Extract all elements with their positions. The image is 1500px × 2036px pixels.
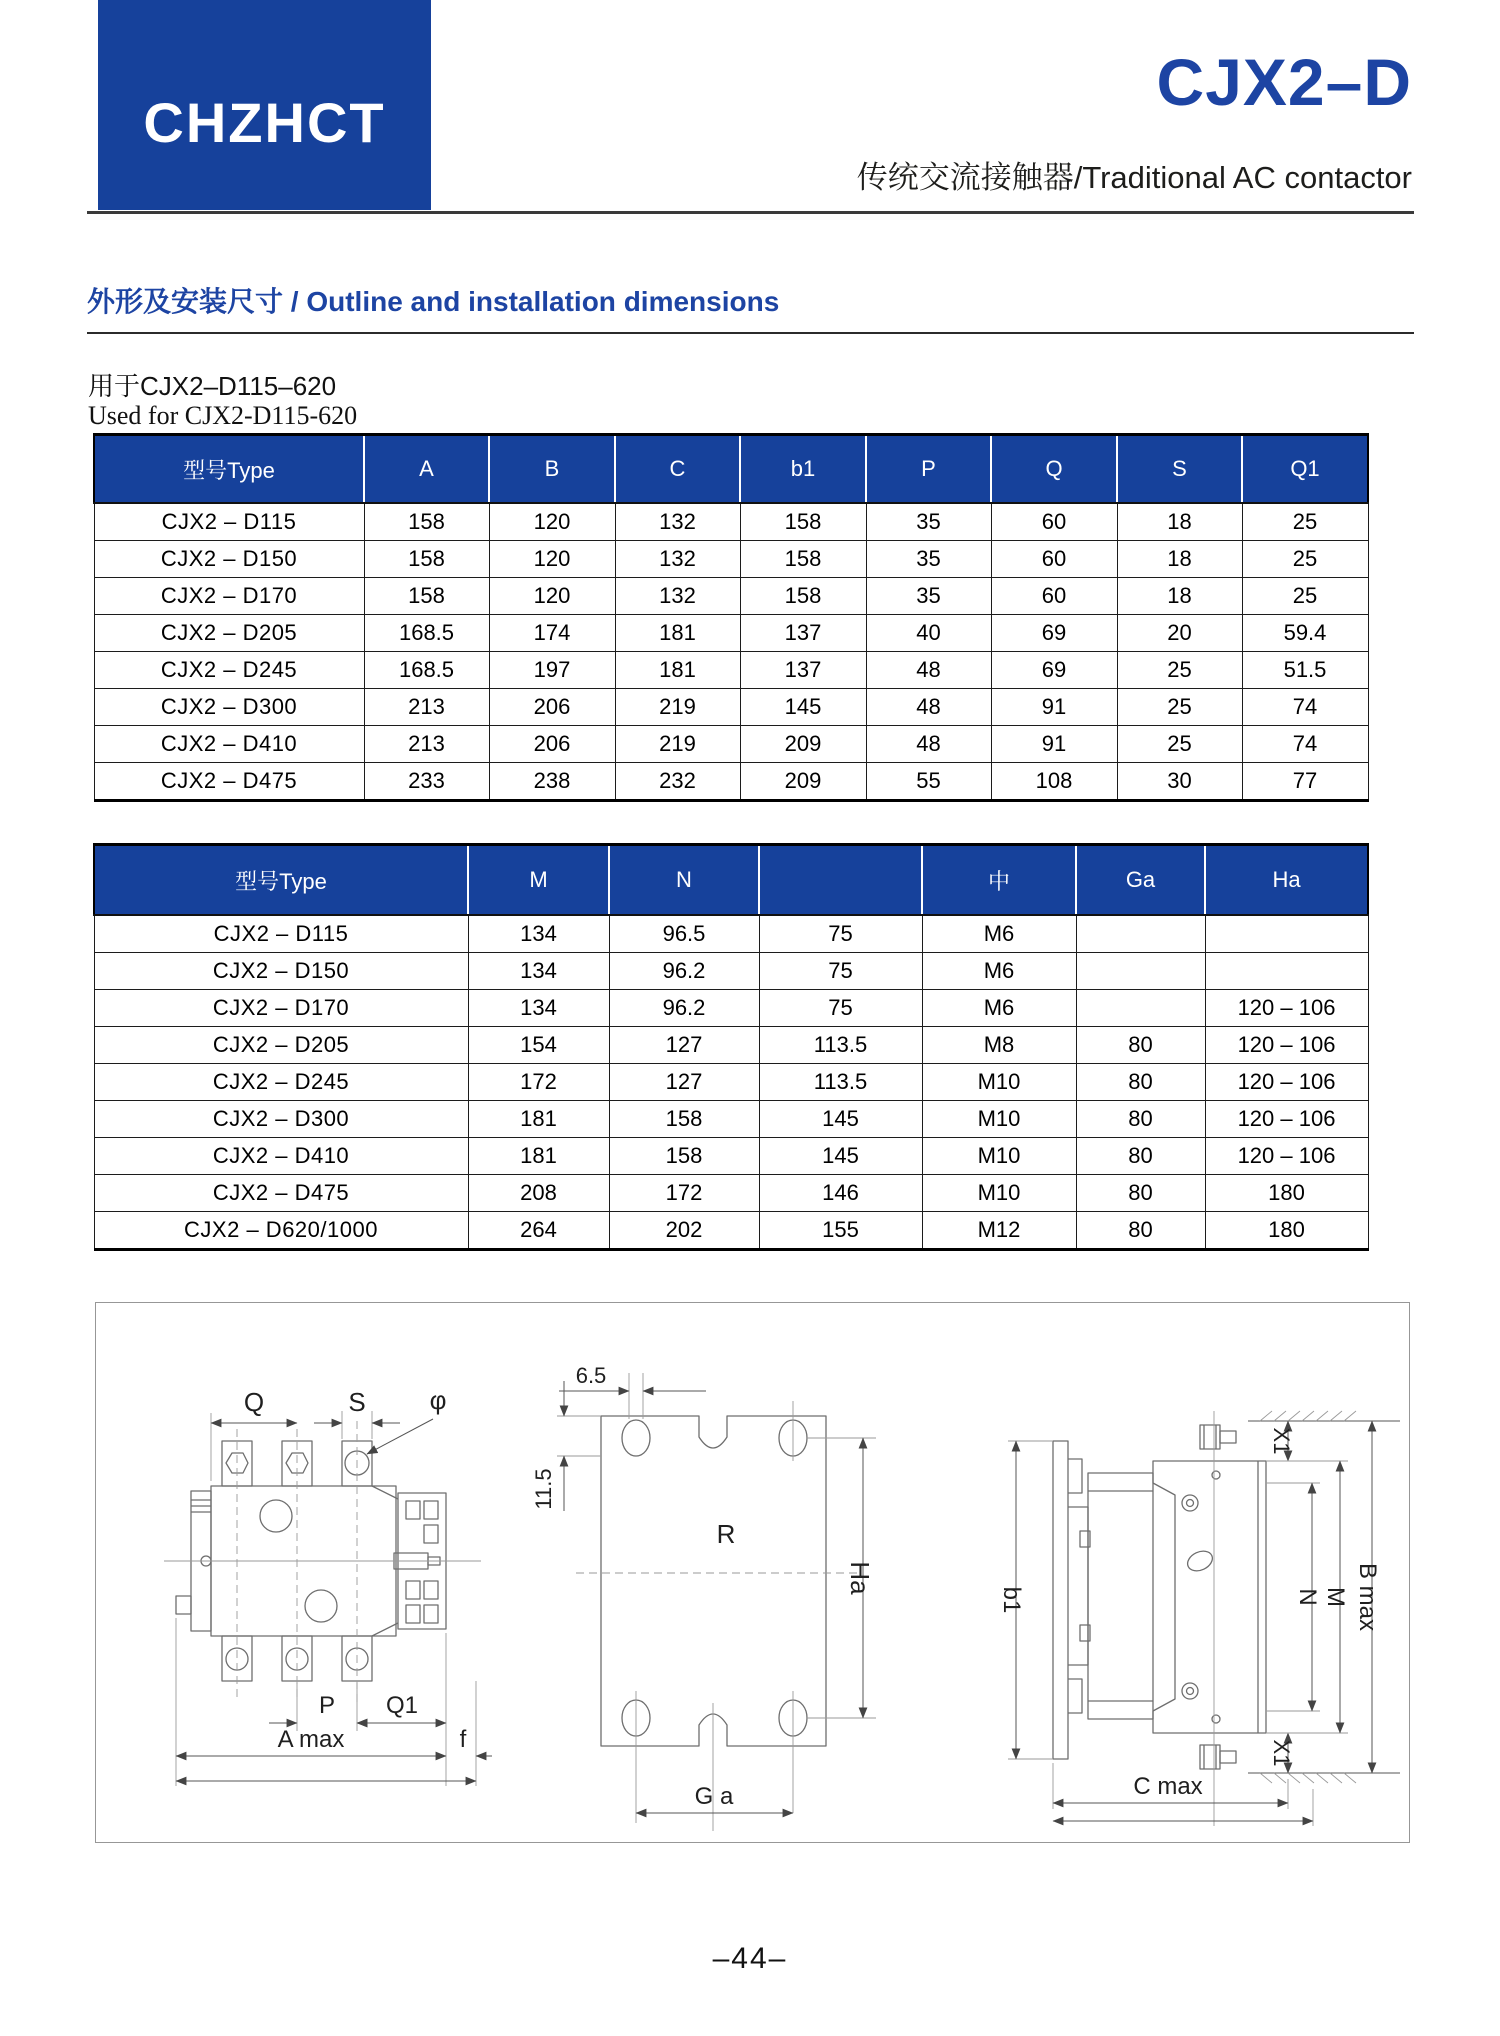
value-cell: 158 (364, 503, 489, 541)
table-row (94, 615, 1368, 652)
table-row (94, 1212, 1368, 1250)
value-cell: 219 (615, 689, 740, 726)
type-cell: CJX2 – D475 (94, 1175, 468, 1212)
dim-label-edge: 11.5 (531, 1468, 556, 1510)
value-cell: 96.2 (609, 990, 759, 1027)
table-header-row (94, 845, 1368, 916)
outline-dimensions-table-1 (93, 433, 1369, 802)
table-row (94, 1064, 1368, 1101)
page-number: –44– (712, 1942, 788, 1975)
value-cell: 120 – 106 (1205, 1027, 1368, 1064)
value-cell: 134 (468, 990, 609, 1027)
value-cell: 168.5 (364, 652, 489, 689)
value-cell: 181 (615, 615, 740, 652)
dim-label-b-max: B max (1354, 1562, 1381, 1632)
value-cell: 74 (1242, 726, 1368, 763)
value-cell: 158 (364, 578, 489, 615)
table-row (94, 541, 1368, 578)
type-cell: CJX2 – D245 (94, 1064, 468, 1101)
value-cell: 158 (740, 541, 866, 578)
table-row (94, 503, 1368, 541)
value-cell: 69 (991, 652, 1117, 689)
type-cell: CJX2 – D205 (94, 615, 364, 652)
value-cell: 213 (364, 726, 489, 763)
table-row (94, 1101, 1368, 1138)
table-row (94, 990, 1368, 1027)
value-cell: 154 (468, 1027, 609, 1064)
column-header: 型号Type (94, 435, 364, 504)
value-cell: 206 (489, 689, 615, 726)
column-header (759, 845, 922, 916)
table-row (94, 1138, 1368, 1175)
value-cell: 120 (489, 578, 615, 615)
type-cell: CJX2 – D150 (94, 541, 364, 578)
value-cell: 35 (866, 503, 991, 541)
value-cell: 18 (1117, 503, 1242, 541)
value-cell: 25 (1117, 689, 1242, 726)
table-row (94, 689, 1368, 726)
value-cell: 40 (866, 615, 991, 652)
table-row (94, 726, 1368, 763)
type-cell: CJX2 – D300 (94, 689, 364, 726)
type-cell: CJX2 – D620/1000 (94, 1212, 468, 1250)
value-cell: 145 (759, 1138, 922, 1175)
installation-drawings-panel (95, 1302, 1410, 1843)
dim-label-b1: b1 (998, 1586, 1025, 1614)
value-cell: 172 (468, 1064, 609, 1101)
dim-label-f: f (459, 1726, 467, 1753)
value-cell (1205, 915, 1368, 953)
value-cell: 158 (609, 1101, 759, 1138)
brand-logo (98, 0, 431, 210)
value-cell: 174 (489, 615, 615, 652)
value-cell: 75 (759, 990, 922, 1027)
value-cell: 48 (866, 726, 991, 763)
value-cell: 127 (609, 1064, 759, 1101)
column-header: b1 (740, 435, 866, 504)
dim-label-r: R (716, 1519, 736, 1549)
column-header: Q1 (1242, 435, 1368, 504)
value-cell: 264 (468, 1212, 609, 1250)
value-cell: 155 (759, 1212, 922, 1250)
value-cell: M10 (922, 1101, 1076, 1138)
value-cell: 238 (489, 763, 615, 801)
column-header: Ga (1076, 845, 1205, 916)
value-cell: 75 (759, 915, 922, 953)
usage-note-cn: 用于CJX2–D115–620 (88, 371, 337, 401)
usage-note-en: Used for CJX2-D115-620 (88, 401, 358, 430)
value-cell: 137 (740, 652, 866, 689)
value-cell: 35 (866, 541, 991, 578)
value-cell: M6 (922, 990, 1076, 1027)
column-header: C (615, 435, 740, 504)
table-row (94, 1027, 1368, 1064)
value-cell: 91 (991, 726, 1117, 763)
dim-label-m: M (1322, 1587, 1349, 1607)
value-cell: 219 (615, 726, 740, 763)
value-cell (1076, 990, 1205, 1027)
value-cell: 80 (1076, 1175, 1205, 1212)
value-cell: 30 (1117, 763, 1242, 801)
value-cell: 69 (991, 615, 1117, 652)
dim-label-s: S (348, 1387, 366, 1417)
column-header: S (1117, 435, 1242, 504)
value-cell: 172 (609, 1175, 759, 1212)
value-cell: M10 (922, 1175, 1076, 1212)
table-row (94, 953, 1368, 990)
value-cell: 80 (1076, 1138, 1205, 1175)
value-cell: 208 (468, 1175, 609, 1212)
type-cell: CJX2 – D300 (94, 1101, 468, 1138)
column-header: A (364, 435, 489, 504)
value-cell: 158 (609, 1138, 759, 1175)
value-cell: 197 (489, 652, 615, 689)
dim-label-q: Q (243, 1387, 265, 1417)
value-cell: 25 (1242, 503, 1368, 541)
value-cell: M6 (922, 953, 1076, 990)
column-header: Ha (1205, 845, 1368, 916)
type-cell: CJX2 – D410 (94, 726, 364, 763)
dim-label-ha: Ha (845, 1561, 875, 1595)
dim-label-slot: 6.5 (575, 1363, 607, 1388)
value-cell: 202 (609, 1212, 759, 1250)
value-cell: 59.4 (1242, 615, 1368, 652)
dim-label-ga: G a (694, 1783, 734, 1810)
value-cell: 168.5 (364, 615, 489, 652)
installation-drawings (96, 1303, 1409, 1842)
side-view-drawing (998, 1411, 1400, 1826)
value-cell: 96.5 (609, 915, 759, 953)
value-cell: 80 (1076, 1212, 1205, 1250)
value-cell: 25 (1242, 578, 1368, 615)
dim-label-p: P (318, 1692, 336, 1719)
value-cell: 134 (468, 915, 609, 953)
value-cell: 96.2 (609, 953, 759, 990)
value-cell: 48 (866, 652, 991, 689)
value-cell: 80 (1076, 1101, 1205, 1138)
column-header: 中 (922, 845, 1076, 916)
dim-label-q1: Q1 (385, 1692, 419, 1719)
value-cell: 209 (740, 726, 866, 763)
type-cell: CJX2 – D170 (94, 990, 468, 1027)
value-cell: 80 (1076, 1064, 1205, 1101)
header-divider (87, 211, 1414, 214)
value-cell: 213 (364, 689, 489, 726)
value-cell: 60 (991, 541, 1117, 578)
value-cell: 120 (489, 503, 615, 541)
value-cell: 25 (1117, 652, 1242, 689)
value-cell: 181 (615, 652, 740, 689)
dim-label-c-max: C max (1133, 1773, 1203, 1800)
table-row (94, 1175, 1368, 1212)
type-cell: CJX2 – D115 (94, 503, 364, 541)
section-title: 外形及安装尺寸 / Outline and installation dimensions (87, 286, 780, 317)
value-cell: M10 (922, 1064, 1076, 1101)
value-cell: 181 (468, 1138, 609, 1175)
type-cell: CJX2 – D245 (94, 652, 364, 689)
value-cell: 91 (991, 689, 1117, 726)
value-cell: M8 (922, 1027, 1076, 1064)
table-row (94, 578, 1368, 615)
value-cell: 206 (489, 726, 615, 763)
value-cell: 75 (759, 953, 922, 990)
dim-label-phi: φ (429, 1385, 447, 1415)
value-cell: 48 (866, 689, 991, 726)
value-cell (1076, 915, 1205, 953)
value-cell: 158 (740, 578, 866, 615)
value-cell: 120 – 106 (1205, 1138, 1368, 1175)
section-divider (87, 332, 1414, 334)
value-cell: 146 (759, 1175, 922, 1212)
value-cell: 74 (1242, 689, 1368, 726)
type-cell: CJX2 – D115 (94, 915, 468, 953)
value-cell: 51.5 (1242, 652, 1368, 689)
brand-logo-text: CHZHCT (143, 90, 386, 154)
table-row (94, 763, 1368, 801)
value-cell: 180 (1205, 1175, 1368, 1212)
dim-label-n: N (1294, 1588, 1321, 1606)
value-cell: 180 (1205, 1212, 1368, 1250)
value-cell: 137 (740, 615, 866, 652)
type-cell: CJX2 – D410 (94, 1138, 468, 1175)
value-cell: 132 (615, 541, 740, 578)
column-header: P (866, 435, 991, 504)
value-cell: M6 (922, 915, 1076, 953)
column-header: 型号Type (94, 845, 468, 916)
table-row (94, 915, 1368, 953)
column-header: M (468, 845, 609, 916)
type-cell: CJX2 – D475 (94, 763, 364, 801)
table-row (94, 652, 1368, 689)
value-cell: 134 (468, 953, 609, 990)
value-cell: 158 (740, 503, 866, 541)
value-cell: 108 (991, 763, 1117, 801)
value-cell: M12 (922, 1212, 1076, 1250)
outline-dimensions-table-2 (93, 843, 1369, 1251)
value-cell: 120 – 106 (1205, 990, 1368, 1027)
page-subtitle: 传统交流接触器/Traditional AC contactor (856, 160, 1412, 195)
value-cell: 113.5 (759, 1027, 922, 1064)
type-cell: CJX2 – D205 (94, 1027, 468, 1064)
dim-label-x1-top: X1 (1269, 1427, 1294, 1455)
value-cell: 25 (1242, 541, 1368, 578)
column-header: Q (991, 435, 1117, 504)
value-cell: 145 (759, 1101, 922, 1138)
value-cell: 181 (468, 1101, 609, 1138)
value-cell: 158 (364, 541, 489, 578)
front-view-drawing (164, 1385, 492, 1786)
page-title: CJX2–D (1156, 45, 1412, 119)
dim-label-a-max: A max (277, 1726, 345, 1753)
column-header: N (609, 845, 759, 916)
value-cell: 113.5 (759, 1064, 922, 1101)
value-cell: 80 (1076, 1027, 1205, 1064)
value-cell: 132 (615, 578, 740, 615)
value-cell (1076, 953, 1205, 990)
value-cell (1205, 953, 1368, 990)
value-cell: 120 (489, 541, 615, 578)
value-cell: 60 (991, 503, 1117, 541)
value-cell: 233 (364, 763, 489, 801)
value-cell: 232 (615, 763, 740, 801)
type-cell: CJX2 – D150 (94, 953, 468, 990)
value-cell: 209 (740, 763, 866, 801)
mounting-plate-drawing (531, 1363, 876, 1831)
value-cell: 18 (1117, 541, 1242, 578)
value-cell: 35 (866, 578, 991, 615)
dim-label-x1-bottom: X1 (1269, 1739, 1294, 1767)
value-cell: 132 (615, 503, 740, 541)
value-cell: 77 (1242, 763, 1368, 801)
value-cell: 145 (740, 689, 866, 726)
type-cell: CJX2 – D170 (94, 578, 364, 615)
value-cell: 120 – 106 (1205, 1064, 1368, 1101)
value-cell: 55 (866, 763, 991, 801)
value-cell: M10 (922, 1138, 1076, 1175)
value-cell: 20 (1117, 615, 1242, 652)
value-cell: 18 (1117, 578, 1242, 615)
value-cell: 127 (609, 1027, 759, 1064)
column-header: B (489, 435, 615, 504)
value-cell: 120 – 106 (1205, 1101, 1368, 1138)
table-header-row (94, 435, 1368, 504)
value-cell: 25 (1117, 726, 1242, 763)
value-cell: 60 (991, 578, 1117, 615)
